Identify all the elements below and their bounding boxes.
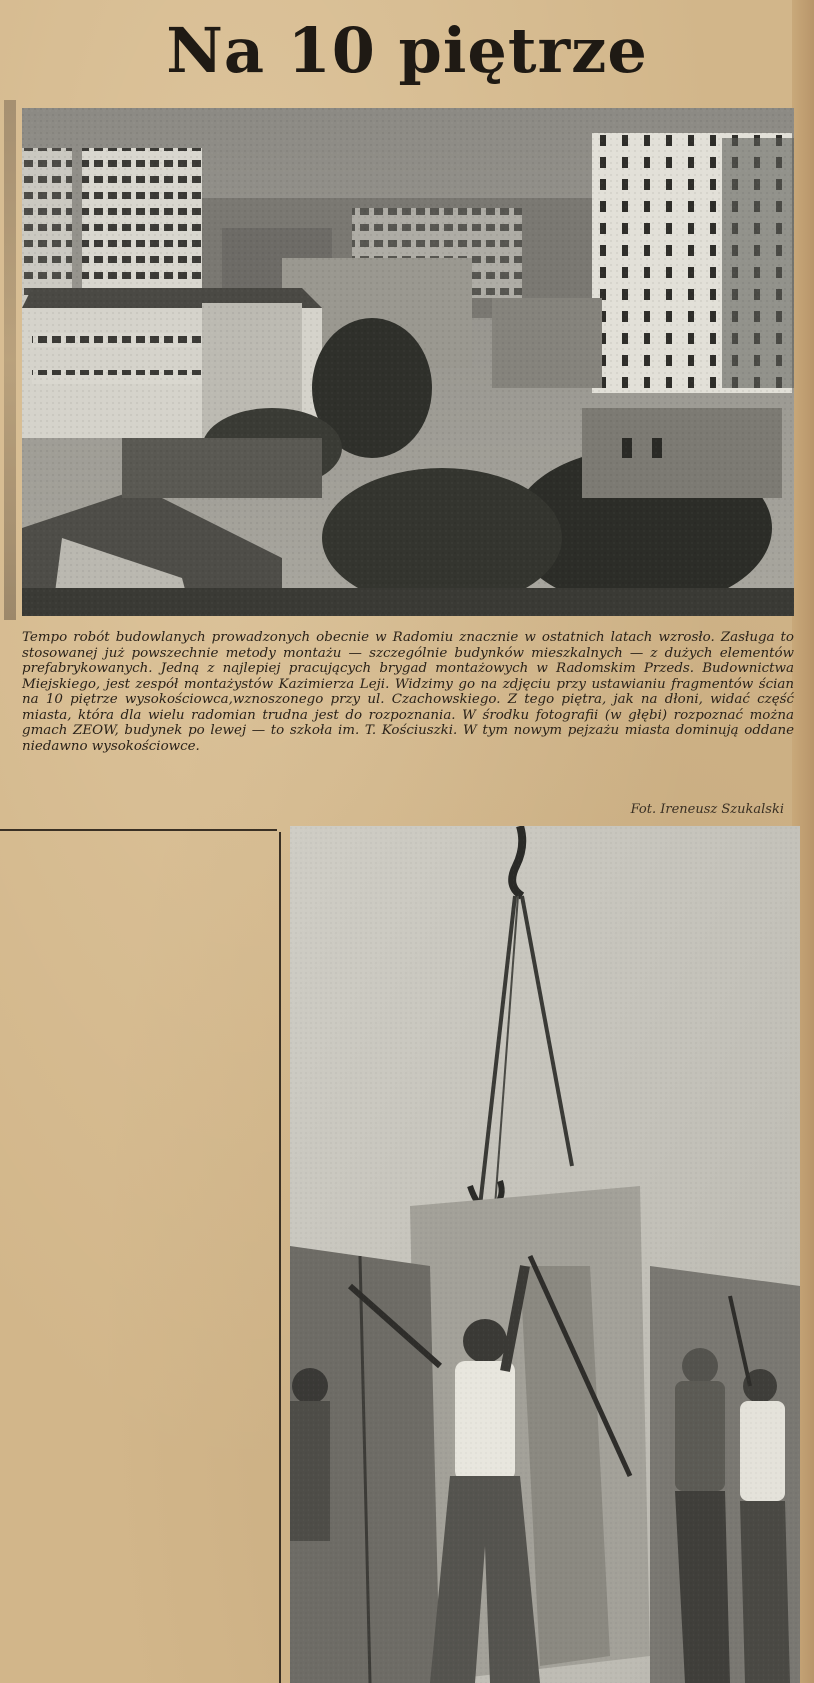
photo-credit: Fot. Ireneusz Szukalski (630, 802, 784, 817)
horizontal-rule (0, 829, 277, 831)
workers-photo (290, 826, 800, 1683)
cityscape-photo (22, 108, 794, 616)
workers-image (290, 826, 800, 1683)
photo-caption: Tempo robót budowlanych prowadzonych obecnie w Radomiu znacznie w ostatnich latach wzrosło. Zasługa to stosowanej już powszechnie metody montażu — szczególnie budynków mieszkalnych — z dużych elementów prefabrykowanych. Jedną z najlepiej pracujących brygad montażowych w Radomskim Przeds. Budownictwa Miejskiego, jest zespół montażystów Kazimierza Leji. Widzimy go na zdjęciu przy ustawianiu fragmentów ścian na 10 piętrze wysokościowca,wznoszonego przy ul. Czachowskiego. Z tego piętra, jak na dłoni, widać część miasta, która dla wielu radomian trudna jest do rozpoznania. W środku fotografii (w głębi) rozpoznać można gmach ZEOW, budynek po lewej — to szkoła im. T. Kościuszki. W tym nowym pejzażu miasta dominują oddane niedawno wysokościowce. (22, 630, 794, 754)
column-rule (279, 832, 281, 1683)
cityscape-image (22, 108, 794, 616)
headline: Na 10 piętrze (166, 14, 648, 87)
glue-stain (4, 100, 16, 620)
